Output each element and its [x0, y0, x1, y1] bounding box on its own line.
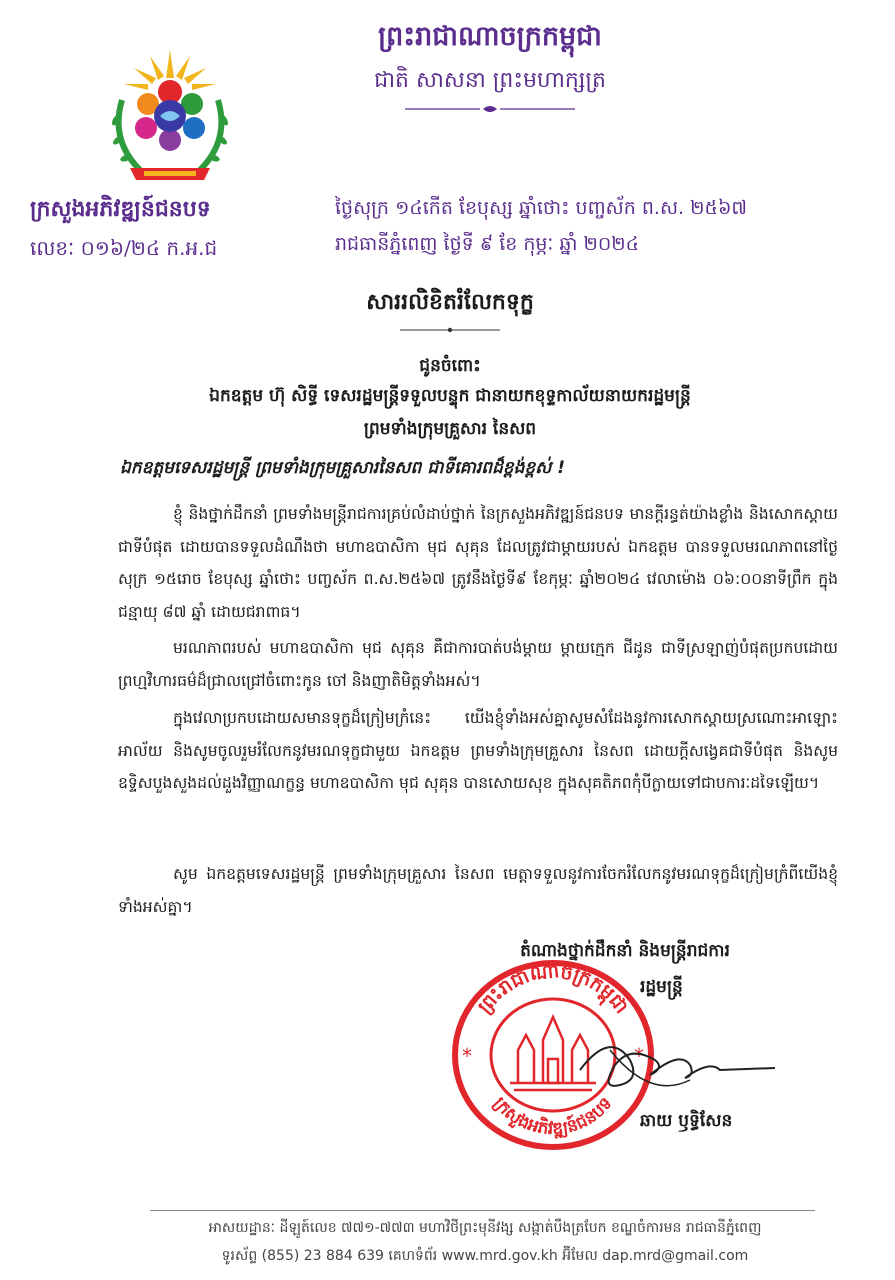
- solar-date: រាជធានីភ្នំពេញ ថ្ងៃទី ៩ ខែ កុម្ភៈ ឆ្នាំ ២០២៤: [335, 233, 640, 255]
- recipient-line-2: ព្រមទាំងក្រុមគ្រួសារ នៃសព: [363, 419, 537, 439]
- footer-contact: ទូរស័ព្ទ (855) 23 884 639 គេហទំព័រ www.mrd.gov.kh អ៊ីមែល dap.mrd@gmail.com: [221, 1248, 749, 1264]
- seal-text-top: ព្រះរាជាណាចក្រកម្ពុជា: [473, 960, 633, 1018]
- to-label: ជូនចំពោះ: [419, 356, 481, 376]
- paragraph-1: [118, 498, 838, 628]
- kingdom-title: ព្រះរាជាណាចក្រកម្ពុជា: [378, 21, 602, 52]
- recipient-line-1: ឯកឧត្តម ហ៊ុ សិទ្ធី ទេសរដ្ឋមន្ត្រីទទួលបន្ទុក ជានាយកខុទ្ទកាល័យនាយករដ្ឋមន្ត្រី: [209, 386, 691, 406]
- ref-label: លេខៈ: [30, 236, 75, 260]
- ornament-divider: [405, 104, 575, 114]
- footer-divider: [150, 1210, 815, 1211]
- paragraph-3: [118, 702, 838, 800]
- kingdom-motto: ជាតិ សាសនា ព្រះមហាក្សត្រ: [374, 68, 606, 93]
- svg-text:ព្រះរាជាណាចក្រកម្ពុជា: [474, 960, 633, 1018]
- paragraph-4-text: សូម ឯកឧត្តមទេសរដ្ឋមន្ត្រី ព្រមទាំងក្រុមគ្រួសារ នៃសព មេត្តាទទួលនូវការចែករំលែកនូវមរណទុក្ខដ៏ក្រៀមក្រំពីយើងខ្ញុំទាំងអស់គ្នា។: [118, 865, 838, 916]
- seal-text-bottom: ក្រសួងអភិវឌ្ឍន៍ជនបទ: [489, 1093, 617, 1140]
- footer-address: អាសយដ្ឋានៈ ដីឡូត៍លេខ ៧៧១-៧៧៣ មហាវិថីព្រះមុនីវង្ស សង្កាត់បឹងត្របែក ខណ្ឌចំការមន រាជធានីភ្នំពេញ: [208, 1220, 762, 1236]
- title-divider: [400, 326, 500, 334]
- ministry-name: ក្រសួងអភិវឌ្ឍន៍ជនបទ: [30, 197, 211, 222]
- reference-number: [30, 235, 217, 265]
- handwritten-signature: [570, 1020, 780, 1110]
- ref-number: ០១៦/២៤: [80, 236, 161, 260]
- ministry-logo: [100, 40, 240, 190]
- paragraph-2-text: មរណភាពរបស់ មហាឧបាសិកា មុជ សុគុន គឺជាការបាត់បង់ម្ដាយ ម្ដាយក្មេក ជីដូន ជាទីស្រឡាញ់បំផុតប្រកបដោយព្រហ្មវិហារធម៌ដ៏ជ្រាលជ្រៅចំពោះកូន ចៅ និងញាតិមិត្តទាំងអស់។: [118, 639, 838, 690]
- signature-title: តំណាងថ្នាក់ដឹកនាំ និងមន្ត្រីរាជការ: [520, 941, 730, 961]
- ref-suffix: ក.អ.ជ: [166, 236, 218, 260]
- salutation: ឯកឧត្តមទេសរដ្ឋមន្ត្រី ព្រមទាំងក្រុមគ្រួសារនៃសព ជាទីគោរពដ៏ខ្ពង់ខ្ពស់ !: [120, 458, 566, 478]
- document-title: សាររលិខិតរំលែកទុក្ខ: [366, 290, 534, 315]
- signature-role: រដ្ឋមន្ត្រី: [640, 977, 683, 997]
- paragraph-4: [118, 858, 838, 923]
- signatory-name: ឆាយ ឫទ្ធិសែន: [640, 1111, 733, 1131]
- paragraph-2: [118, 632, 838, 697]
- paragraph-3-text: ក្នុងវេលាប្រកបដោយសមានទុក្ខដ៏ក្រៀមក្រំនេះ យើងខ្ញុំទាំងអស់គ្នាសូមសំដែងនូវការសោកស្ដាយស្រណោះអាឡោះអាល័យ និងសូមចូលរួមរំលែកនូវមរណទុក្ខជាមួយ ឯកឧត្តម ព្រមទាំងក្រុមគ្រួសារ នៃសព ដោយក្ដីសង្វេគជាទីបំផុត និងសូមឧទ្ទិសបួងសួងដល់ដួងវិញ្ញាណក្ខន្ធ មហាឧបាសិកា មុជ សុគុន បានសោយសុខ ក្នុងសុគតិភពកុំបីក្លាយទៅជាបការៈដទៃឡើយ។: [118, 709, 838, 792]
- svg-text:*: *: [462, 1044, 472, 1068]
- paragraph-1-text: ខ្ញុំ និងថ្នាក់ដឹកនាំ ព្រមទាំងមន្ត្រីរាជការគ្រប់លំដាប់ថ្នាក់ នៃក្រសួងអភិវឌ្ឍន៍ជនបទ មានក្ដីរន្ធត់យ៉ាងខ្លាំង និងសោកស្ដាយជាទីបំផុត ដោយបានទទួលដំណឹងថា មហាឧបាសិកា មុជ សុគុន ដែលត្រូវជាម្ដាយរបស់ ឯកឧត្តម បានទទួលមរណភាពនៅថ្ងៃសុក្រ ១៥រោច ខែបុស្ស ឆ្នាំថោះ បញ្ចស័ក ព.ស.២៥៦៧ ត្រូវនឹងថ្ងៃទី៩ ខែកុម្ភៈ ឆ្នាំ២០២៤ វេលាម៉ោង ០៦:០០នាទីព្រឹក ក្នុងជន្មាយុ ៨៧ ឆ្នាំ ដោយជរាពាធ។: [118, 505, 838, 621]
- lunar-date: ថ្ងៃសុក្រ ១៤កើត ខែបុស្ស ឆ្នាំថោះ បញ្ចស័ក ព.ស. ២៥៦៧: [335, 197, 747, 219]
- svg-text:*: *: [634, 1044, 644, 1068]
